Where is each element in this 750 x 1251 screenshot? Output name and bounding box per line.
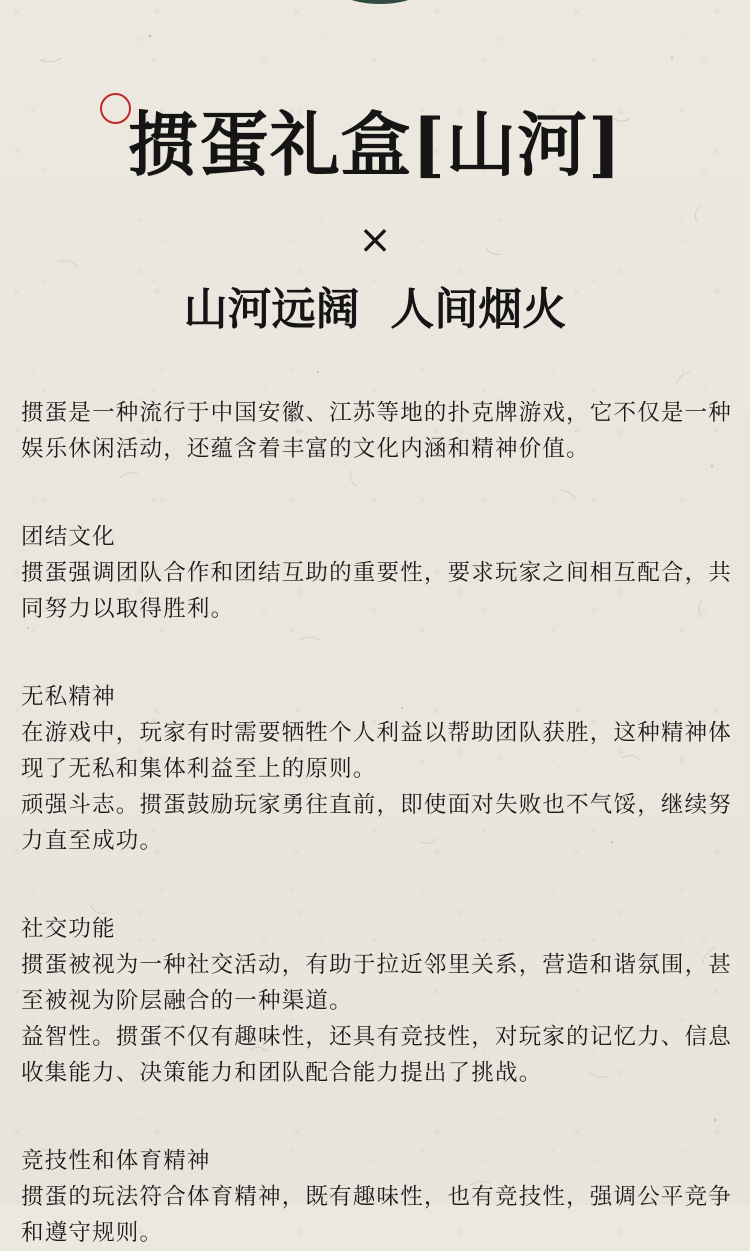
page-title: 掼蛋礼盒[山河]: [127, 103, 623, 186]
section-sportsmanship: [21, 1143, 733, 1251]
intro-paragraph: 掼蛋是一种流行于中国安徽、江苏等地的扑克牌游戏，它不仅是一种娱乐休闲活动，还蕴含着丰富的文化内涵和精神价值。: [21, 400, 733, 462]
section-paragraph: 顽强斗志。掼蛋鼓励玩家勇往直前，即使面对失败也不气馁，继续努力直至成功。: [21, 792, 733, 854]
article-body: [21, 395, 733, 1251]
section-spacer: [21, 859, 733, 911]
section-spacer: [21, 1091, 733, 1143]
section-paragraph: 益智性。掼蛋不仅有趣味性，还具有竞技性，对玩家的记忆力、信息收集能力、决策能力和团队配合能力提出了挑战。: [21, 1024, 733, 1086]
section-spacer: [21, 467, 733, 519]
top-decorative-arc: [335, 0, 425, 4]
tagline: 山河远阔 人间烟火: [183, 284, 567, 335]
section-unity: [21, 519, 733, 627]
section-spacer: [21, 627, 733, 679]
section-paragraph: 掼蛋强调团队合作和团结互助的重要性，要求玩家之间相互配合，共同努力以取得胜利。: [21, 560, 733, 622]
section-paragraph: 掼蛋被视为一种社交活动，有助于拉近邻里关系，营造和谐氛围，甚至被视为阶层融合的一种渠道。: [21, 952, 733, 1014]
section-heading: 无私精神: [21, 684, 116, 710]
section-heading: 社交功能: [21, 916, 116, 942]
collaboration-separator: ×: [358, 217, 392, 263]
section-paragraph: 在游戏中，玩家有时需要牺牲个人利益以帮助团队获胜，这种精神体现了无私和集体利益至上的原则。: [21, 720, 733, 782]
section-paragraph: 掼蛋的玩法符合体育精神，既有趣味性，也有竞技性，强调公平竞争和遵守规则。: [21, 1184, 733, 1246]
section-heading: 团结文化: [21, 524, 116, 550]
section-social: [21, 911, 733, 1091]
section-heading: 竞技性和体育精神: [21, 1148, 211, 1174]
section-selflessness: [21, 679, 733, 859]
